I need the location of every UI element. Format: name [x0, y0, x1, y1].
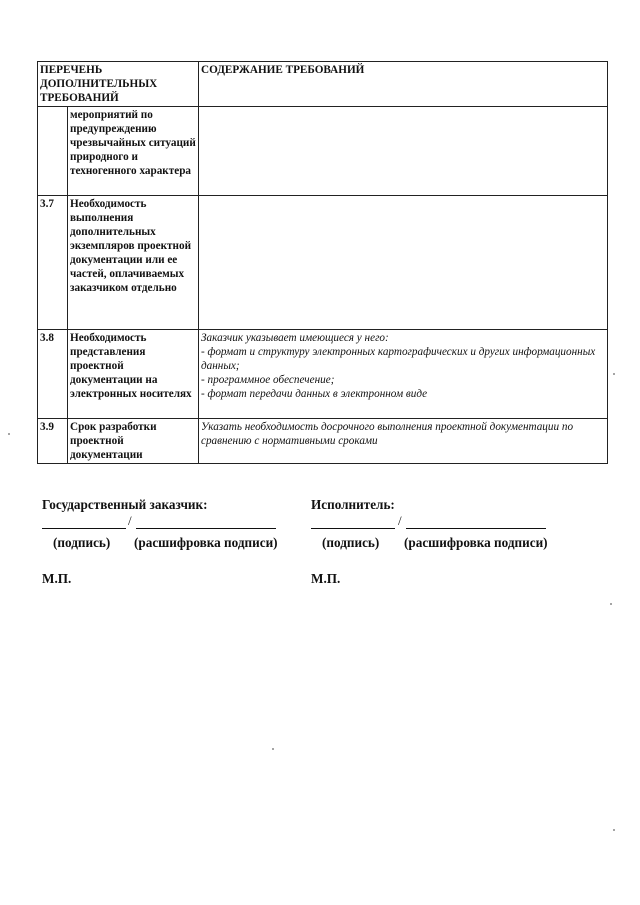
content-line: Заказчик указывает имеющиеся у него:	[201, 332, 389, 344]
row-content	[199, 107, 608, 196]
customer-decode-line	[136, 528, 276, 529]
scan-speck	[8, 433, 10, 435]
scan-speck	[613, 373, 615, 375]
row-title: Необходимость выполнения дополнительных экземпляров проектной документации или ее частей, оплачиваемых заказчиком отдельно	[68, 196, 199, 330]
row-content	[199, 196, 608, 330]
row-number: 3.8	[38, 330, 68, 419]
scan-speck	[613, 829, 615, 831]
row-title: Необходимость представления проектной документации на электронных носителях	[68, 330, 199, 419]
row-title: Срок разработки проектной документации	[68, 419, 199, 464]
customer-decode-caption: (расшифровка подписи)	[134, 535, 278, 550]
content-line: Указать необходимость досрочного выполнения проектной документации по сравнению с нормативными сроками	[201, 421, 574, 447]
customer-slash: /	[128, 513, 132, 528]
customer-signature-caption: (подпись)	[53, 535, 111, 550]
contractor-slash: /	[398, 513, 402, 528]
row-number: 3.9	[38, 419, 68, 464]
scan-speck	[272, 748, 274, 750]
header-content-cell: СОДЕРЖАНИЕ ТРЕБОВАНИЙ	[199, 62, 608, 107]
contractor-signature-caption: (подпись)	[322, 535, 380, 550]
table-row	[38, 419, 608, 464]
requirements-table	[37, 61, 608, 464]
scan-speck	[610, 603, 612, 605]
row-content	[199, 419, 608, 464]
row-title: мероприятий по предупреждению чрезвычайных ситуаций природного и техногенного характера	[68, 107, 199, 196]
table-row	[38, 196, 608, 330]
contractor-decode-caption: (расшифровка подписи)	[404, 535, 548, 550]
contractor-decode-line	[406, 528, 546, 529]
contractor-signature-line	[311, 528, 395, 529]
header-list-cell: ПЕРЕЧЕНЬ ДОПОЛНИТЕЛЬНЫХ ТРЕБОВАНИЙ	[38, 62, 199, 107]
content-line: - программное обеспечение;	[201, 374, 335, 386]
row-content	[199, 330, 608, 419]
content-line: - формат и структуру электронных картографических и других информационных данных;	[201, 346, 596, 372]
customer-signature-line	[42, 528, 126, 529]
contractor-role-label: Исполнитель:	[311, 497, 395, 512]
table-header-row	[38, 62, 608, 107]
row-number	[38, 107, 68, 196]
table-row	[38, 330, 608, 419]
content-line: - формат передачи данных в электронном виде	[201, 388, 428, 400]
contractor-stamp-label: М.П.	[311, 571, 341, 586]
table-row	[38, 107, 608, 196]
customer-role-label: Государственный заказчик:	[42, 497, 208, 512]
customer-stamp-label: М.П.	[42, 571, 72, 586]
row-number: 3.7	[38, 196, 68, 330]
